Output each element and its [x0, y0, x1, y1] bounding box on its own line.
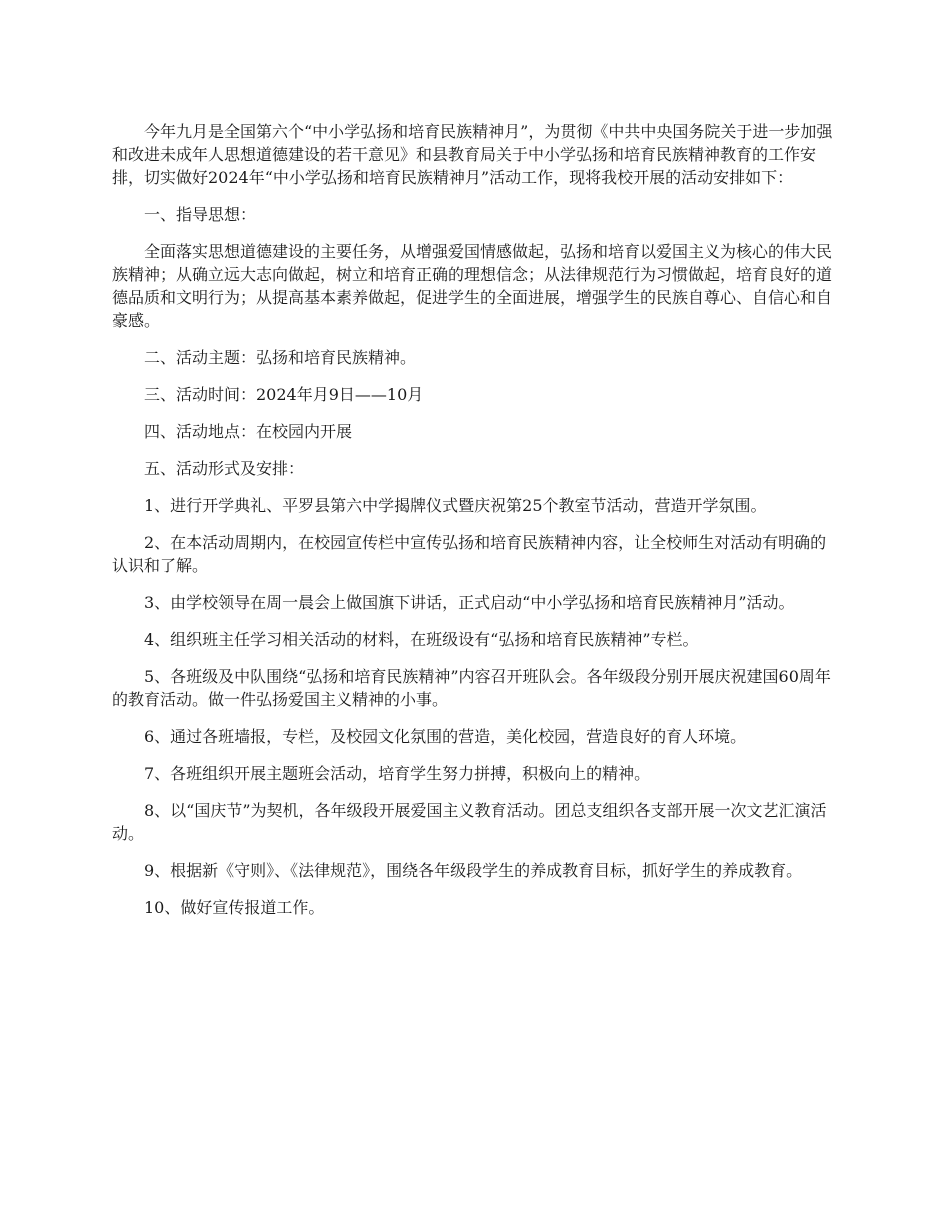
document-body: [112, 120, 840, 933]
list-item: 1、进行开学典礼、平罗县第六中学揭牌仪式暨庆祝第25个教室节活动，营造开学氛围。: [144, 496, 767, 515]
intro-paragraph: 今年九月是全国第六个“中小学弘扬和培育民族精神月”，为贯彻《中共中央国务院关于进一步加强和改进未成年人思想道德建设的若干意见》和县教育局关于中小学弘扬和培育民族精神教育的工作安排，切实做好2024年“中小学弘扬和培育民族精神月”活动工作，现将我校开展的活动安排如下：: [112, 122, 833, 187]
section-activity-time: 三、活动时间：2024年月9日——10月: [144, 385, 424, 404]
section-activity-location: 四、活动地点：在校园内开展: [144, 422, 353, 441]
list-item: 7、各班组织开展主题班会活动，培育学生努力拼搏，积极向上的精神。: [144, 764, 651, 783]
section-heading-guiding-ideology: 一、指导思想：: [144, 205, 257, 224]
list-item: 2、在本活动周期内，在校园宣传栏中宣传弘扬和培育民族精神内容，让全校师生对活动有明确的认识和了解。: [112, 533, 827, 575]
guiding-ideology-paragraph: 全面落实思想道德建设的主要任务，从增强爱国情感做起，弘扬和培育以爱国主义为核心的伟大民族精神；从确立远大志向做起，树立和培育正确的理想信念；从法律规范行为习惯做起，培育良好的道德品质和文明行为；从提高基本素养做起，促进学生的全面进展，增强学生的民族自尊心、自信心和自豪感。: [112, 242, 833, 330]
list-item: 3、由学校领导在周一晨会上做国旗下讲话，正式启动“中小学弘扬和培育民族精神月”活动。: [144, 593, 795, 612]
list-item: 10、做好宣传报道工作。: [144, 898, 325, 917]
list-item: 9、根据新《守则》、《法律规范》，围绕各年级段学生的养成教育目标，抓好学生的养成教育。: [144, 861, 803, 880]
list-item: 8、以“国庆节”为契机，各年级段开展爱国主义教育活动。团总支组织各支部开展一次文艺汇演活动。: [112, 801, 827, 843]
list-item: 4、组织班主任学习相关活动的材料，在班级设有“弘扬和培育民族精神”专栏。: [144, 630, 699, 649]
list-item: 6、通过各班墙报，专栏，及校园文化氛围的营造，美化校园，营造良好的育人环境。: [144, 727, 747, 746]
list-item: 5、各班级及中队围绕“弘扬和培育民族精神”内容召开班队会。各年级段分别开展庆祝建国60周年的教育活动。做一件弘扬爱国主义精神的小事。: [112, 667, 831, 709]
section-heading-activity-forms: 五、活动形式及安排：: [144, 459, 305, 478]
section-activity-theme: 二、活动主题：弘扬和培育民族精神。: [144, 348, 417, 367]
